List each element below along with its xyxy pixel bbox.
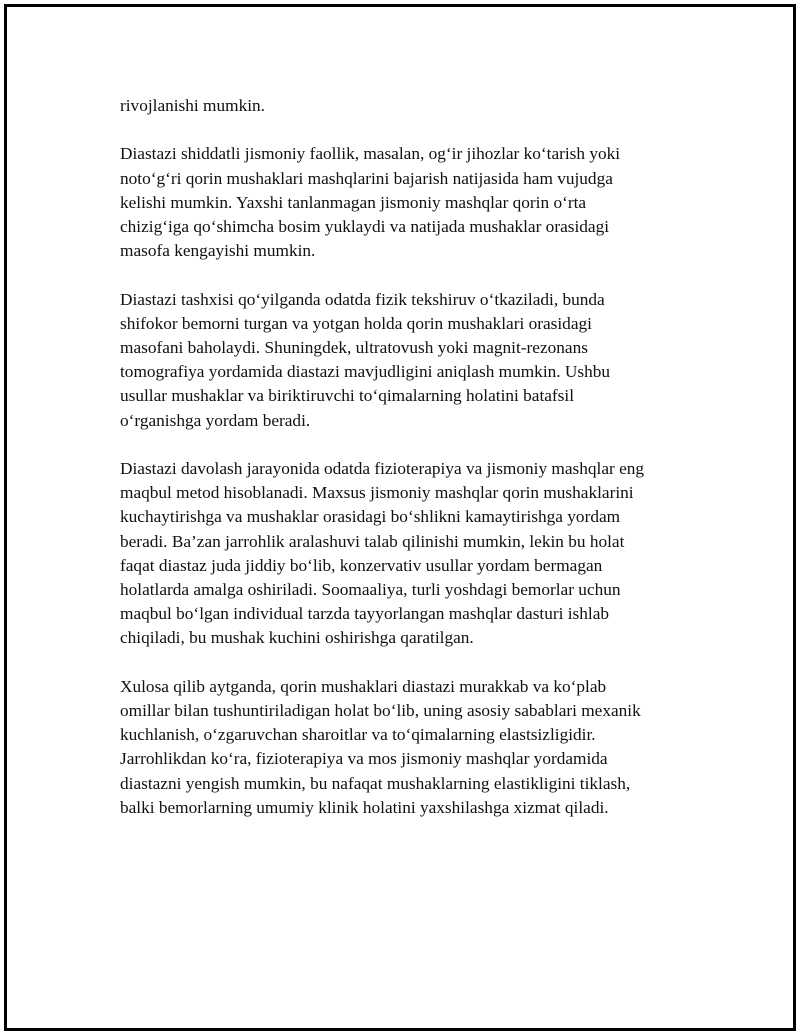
text-line: chiqiladi, bu mushak kuchini oshirishga qaratilgan. xyxy=(120,628,474,648)
text-line: usullar mushaklar va biriktiruvchi to‘qimalarning holatini batafsil xyxy=(120,386,575,406)
text-line: chizig‘iga qo‘shimcha bosim yuklaydi va natijada mushaklar orasidagi xyxy=(120,217,610,236)
text-line: masofani baholaydi. Shuningdek, ultratovush yoki magnit-rezonans xyxy=(120,338,588,357)
text-line: masofa kengayishi mumkin. xyxy=(120,241,316,261)
paragraph-5 xyxy=(120,675,690,820)
text-line: faqat diastaz juda jiddiy bo‘lib, konzervativ usullar yordam bermagan xyxy=(120,555,603,575)
text-line: rivojlanishi mumkin. xyxy=(120,96,265,115)
paragraph-2 xyxy=(120,142,690,263)
text-line: maqbul metod hisoblanadi. Maxsus jismoniy mashqlar qorin mushaklarini xyxy=(120,483,634,503)
text-line: o‘rganishga yordam beradi. xyxy=(120,410,311,430)
text-line: kuchlanish, o‘zgaruvchan sharoitlar va to‘qimalarning elastsizligidir. xyxy=(120,725,596,745)
paragraph-3 xyxy=(120,288,690,433)
text-line: noto‘g‘ri qorin mushaklari mashqlarini bajarish natijasida ham vujudga xyxy=(120,168,613,188)
text-line: holatlarda amalga oshiriladi. Soomaaliya, turli yoshdagi bemorlar uchun xyxy=(120,580,621,600)
text-line: Jarrohlikdan ko‘ra, fizioterapiya va mos jismoniy mashqlar yordamida xyxy=(120,749,608,769)
text-line: maqbul bo‘lgan individual tarzda tayyorlangan mashqlar dasturi ishlab xyxy=(120,604,610,624)
text-line: Diastazi shiddatli jismoniy faollik, masalan, og‘ir jihozlar ko‘tarish yoki xyxy=(120,144,621,164)
text-line: omillar bilan tushuntiriladigan holat bo‘lib, uning asosiy sabablari mexanik xyxy=(120,701,641,721)
text-line: balki bemorlarning umumiy klinik holatini yaxshilashga xizmat qiladi. xyxy=(120,797,609,817)
paragraph-4 xyxy=(120,457,690,651)
text-line: Diastazi davolash jarayonida odatda fizioterapiya va jismoniy mashqlar eng xyxy=(120,459,645,478)
document-body xyxy=(120,94,690,844)
text-line: shifokor bemorni turgan va yotgan holda qorin mushaklari orasidagi xyxy=(120,313,592,333)
text-line: Xulosa qilib aytganda, qorin mushaklari diastazi murakkab va ko‘plab xyxy=(120,676,607,696)
text-line: tomografiya yordamida diastazi mavjudligini aniqlash mumkin. Ushbu xyxy=(120,362,611,382)
document-page xyxy=(4,4,796,1031)
text-line: beradi. Ba’zan jarrohlik aralashuvi talab qilinishi mumkin, lekin bu holat xyxy=(120,531,625,551)
text-line: kuchaytirishga va mushaklar orasidagi bo‘shlikni kamaytirishga yordam xyxy=(120,507,621,527)
text-line: diastazni yengish mumkin, bu nafaqat mushaklarning elastikligini tiklash, xyxy=(120,773,631,793)
paragraph-1 xyxy=(120,94,690,118)
text-line: kelishi mumkin. Yaxshi tanlanmagan jismoniy mashqlar qorin o‘rta xyxy=(120,192,587,212)
text-line: Diastazi tashxisi qo‘yilganda odatda fizik tekshiruv o‘tkaziladi, bunda xyxy=(120,289,605,309)
